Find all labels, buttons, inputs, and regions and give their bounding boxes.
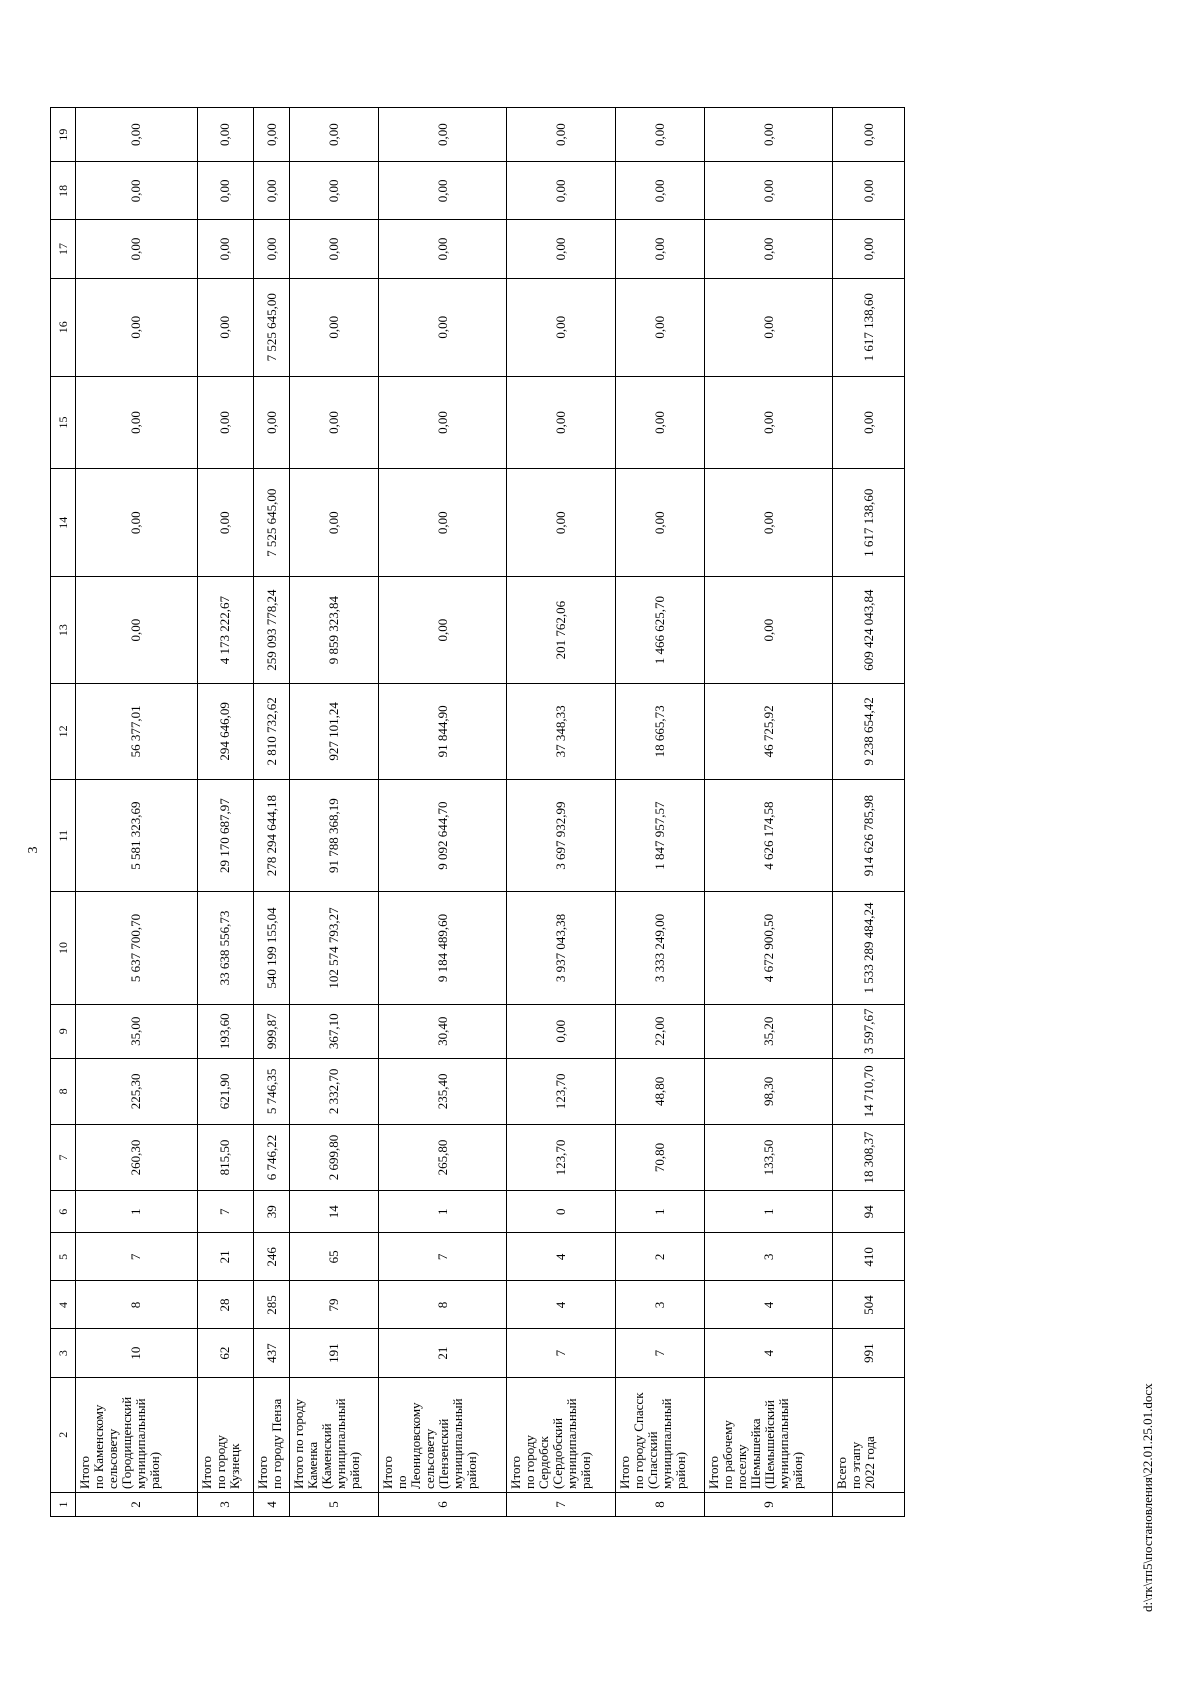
table-cell: 10 [75, 1329, 197, 1377]
table-cell: 9 859 323,84 [290, 577, 379, 683]
table-cell: 0,00 [290, 469, 379, 577]
table-cell: 0,00 [197, 278, 253, 376]
table-cell: 8 [75, 1281, 197, 1329]
table-cell: 123,70 [507, 1124, 616, 1190]
table-cell: 0,00 [290, 376, 379, 468]
table-cell: 133,50 [705, 1124, 833, 1190]
table-cell: 0,00 [379, 577, 507, 683]
column-number: 16 [51, 278, 76, 376]
row-number: 3 [197, 1492, 253, 1516]
table-cell: 0,00 [615, 220, 704, 278]
page-number: 3 [26, 846, 41, 854]
table-cell: 33 638 556,73 [197, 892, 253, 1004]
table-cell: 4 672 900,50 [705, 892, 833, 1004]
column-number: 11 [51, 780, 76, 892]
table-cell: 4 626 174,58 [705, 780, 833, 892]
table-cell: 98,30 [705, 1058, 833, 1124]
column-number: 10 [51, 892, 76, 1004]
column-number: 9 [51, 1004, 76, 1058]
row-number: 8 [615, 1492, 704, 1516]
table-cell: 91 844,90 [379, 683, 507, 779]
table-cell: 1 466 625,70 [615, 577, 704, 683]
table-cell: 0,00 [75, 220, 197, 278]
table-cell: 9 092 644,70 [379, 780, 507, 892]
table-cell: 0,00 [379, 469, 507, 577]
table-cell: 4 [705, 1281, 833, 1329]
column-number: 2 [51, 1377, 76, 1492]
table-cell: 1 847 957,57 [615, 780, 704, 892]
column-number: 15 [51, 376, 76, 468]
table-cell: 1 617 138,60 [833, 469, 905, 577]
table-cell: 35,00 [75, 1004, 197, 1058]
table-cell: 0,00 [75, 469, 197, 577]
row-number: 6 [379, 1492, 507, 1516]
table-cell: 7 [615, 1329, 704, 1377]
table-cell: 0,00 [705, 278, 833, 376]
table-cell: 0,00 [705, 108, 833, 162]
table-cell: 0,00 [75, 162, 197, 220]
table-cell: 2 [615, 1233, 704, 1281]
table-cell: 5 581 323,69 [75, 780, 197, 892]
table-row [507, 108, 616, 1517]
table-cell: 0,00 [833, 108, 905, 162]
table-cell: 0,00 [379, 162, 507, 220]
row-name: Итого по городу Кузнецк [197, 1377, 253, 1492]
table-cell: 914 626 785,98 [833, 780, 905, 892]
column-number: 19 [51, 108, 76, 162]
table-cell: 0,00 [615, 162, 704, 220]
row-name: Итого по Леонидовскому сельсовету (Пензенский муниципальный район) [379, 1377, 507, 1492]
row-name: Итого по городу Сердобск (Сердобский муниципальный район) [507, 1377, 616, 1492]
table-cell: 56 377,01 [75, 683, 197, 779]
table-cell: 260,30 [75, 1124, 197, 1190]
table-row [379, 108, 507, 1517]
column-number: 13 [51, 577, 76, 683]
table-cell: 0,00 [197, 220, 253, 278]
table-row [75, 108, 197, 1517]
table-cell: 0,00 [507, 376, 616, 468]
table-cell: 294 646,09 [197, 683, 253, 779]
table-cell: 0,00 [197, 469, 253, 577]
table-row [615, 108, 704, 1517]
table-cell: 29 170 687,97 [197, 780, 253, 892]
table-cell: 246 [254, 1233, 290, 1281]
table-cell: 7 525 645,00 [254, 469, 290, 577]
table-cell: 70,80 [615, 1124, 704, 1190]
table-cell: 1 [75, 1191, 197, 1233]
table-cell: 0,00 [290, 108, 379, 162]
column-number: 3 [51, 1329, 76, 1377]
table-cell: 4 [507, 1281, 616, 1329]
table-cell: 201 762,06 [507, 577, 616, 683]
table-cell: 0,00 [75, 577, 197, 683]
column-number: 5 [51, 1233, 76, 1281]
table-cell: 3 597,67 [833, 1004, 905, 1058]
table-cell: 367,10 [290, 1004, 379, 1058]
table-cell: 7 [75, 1233, 197, 1281]
table-cell: 285 [254, 1281, 290, 1329]
table-cell: 0,00 [290, 220, 379, 278]
table-row [254, 108, 290, 1517]
table-cell: 14 710,70 [833, 1058, 905, 1124]
table-cell: 0,00 [75, 108, 197, 162]
table-cell: 191 [290, 1329, 379, 1377]
table-cell: 0,00 [379, 108, 507, 162]
table-cell: 21 [197, 1233, 253, 1281]
table-cell: 225,30 [75, 1058, 197, 1124]
table-cell: 0,00 [705, 162, 833, 220]
column-number: 18 [51, 162, 76, 220]
table-cell: 0,00 [705, 469, 833, 577]
table-cell: 18 665,73 [615, 683, 704, 779]
table-cell: 7 [379, 1233, 507, 1281]
table-cell: 3 [705, 1233, 833, 1281]
footer-file-path: d:\тк\тп5\постановления\22.01.25.01.docx [1140, 1383, 1155, 1612]
table-row [197, 108, 253, 1517]
table-cell: 265,80 [379, 1124, 507, 1190]
table-cell: 0,00 [833, 376, 905, 468]
table-cell: 609 424 043,84 [833, 577, 905, 683]
table-cell: 815,50 [197, 1124, 253, 1190]
table-cell: 14 [290, 1191, 379, 1233]
row-name: Итого по рабочему поселку Шемышейка (Шемышейский муниципальный район) [705, 1377, 833, 1492]
table-cell: 0,00 [75, 278, 197, 376]
table-cell: 9 184 489,60 [379, 892, 507, 1004]
table-cell: 7 525 645,00 [254, 278, 290, 376]
table-cell: 991 [833, 1329, 905, 1377]
table-row [705, 108, 833, 1517]
table-cell: 7 [507, 1329, 616, 1377]
column-number: 4 [51, 1281, 76, 1329]
row-number [833, 1492, 905, 1516]
table-cell: 0,00 [290, 162, 379, 220]
column-number: 6 [51, 1191, 76, 1233]
table-cell: 927 101,24 [290, 683, 379, 779]
table-cell: 0,00 [705, 577, 833, 683]
table-cell: 18 308,37 [833, 1124, 905, 1190]
row-name: Итого по городу Спасск (Спасский муниципальный район) [615, 1377, 704, 1492]
column-number: 1 [51, 1492, 76, 1516]
table-cell: 437 [254, 1329, 290, 1377]
data-table [50, 107, 905, 1517]
table-cell: 1 533 289 484,24 [833, 892, 905, 1004]
table-cell: 0,00 [507, 220, 616, 278]
table-cell: 4 [507, 1233, 616, 1281]
table-cell: 35,20 [705, 1004, 833, 1058]
table-cell: 79 [290, 1281, 379, 1329]
table-cell: 8 [379, 1281, 507, 1329]
table-cell: 4 173 222,67 [197, 577, 253, 683]
table-cell: 0,00 [615, 376, 704, 468]
table-cell: 0,00 [379, 220, 507, 278]
row-number: 4 [254, 1492, 290, 1516]
table-cell: 235,40 [379, 1058, 507, 1124]
table-cell: 1 617 138,60 [833, 278, 905, 376]
table-cell: 48,80 [615, 1058, 704, 1124]
table-cell: 0,00 [705, 376, 833, 468]
table-cell: 28 [197, 1281, 253, 1329]
table-cell: 0,00 [75, 376, 197, 468]
table-cell: 504 [833, 1281, 905, 1329]
table-body [51, 108, 905, 1517]
column-number: 8 [51, 1058, 76, 1124]
row-number: 9 [705, 1492, 833, 1516]
table-cell: 39 [254, 1191, 290, 1233]
table-cell: 0,00 [507, 162, 616, 220]
row-name: Всего по этапу 2022 года [833, 1377, 905, 1492]
table-cell: 2 810 732,62 [254, 683, 290, 779]
table-cell: 0,00 [254, 220, 290, 278]
table-cell: 94 [833, 1191, 905, 1233]
table-cell: 1 [379, 1191, 507, 1233]
table-cell: 0,00 [507, 469, 616, 577]
table-cell: 22,00 [615, 1004, 704, 1058]
table-cell: 193,60 [197, 1004, 253, 1058]
table-cell: 3 937 043,38 [507, 892, 616, 1004]
row-number: 2 [75, 1492, 197, 1516]
table-cell: 91 788 368,19 [290, 780, 379, 892]
table-cell: 4 [705, 1329, 833, 1377]
table-cell: 5 746,35 [254, 1058, 290, 1124]
table-cell: 2 332,70 [290, 1058, 379, 1124]
table-cell: 1 [705, 1191, 833, 1233]
table-cell: 999,87 [254, 1004, 290, 1058]
table-cell: 0,00 [615, 278, 704, 376]
table-cell: 0,00 [379, 278, 507, 376]
column-number: 7 [51, 1124, 76, 1190]
table-cell: 65 [290, 1233, 379, 1281]
table-row [290, 108, 379, 1517]
table-cell: 0,00 [615, 108, 704, 162]
table-cell: 5 637 700,70 [75, 892, 197, 1004]
table-row [833, 108, 905, 1517]
table-cell: 0 [507, 1191, 616, 1233]
table-cell: 410 [833, 1233, 905, 1281]
table-cell: 2 699,80 [290, 1124, 379, 1190]
table-cell: 3 697 932,99 [507, 780, 616, 892]
row-number: 5 [290, 1492, 379, 1516]
table-cell: 0,00 [197, 162, 253, 220]
table-cell: 0,00 [254, 108, 290, 162]
table-cell: 0,00 [507, 1004, 616, 1058]
row-name: Итого по городу Каменка (Каменский муниципальный район) [290, 1377, 379, 1492]
row-number: 7 [507, 1492, 616, 1516]
table-cell: 0,00 [833, 162, 905, 220]
table-cell: 0,00 [254, 376, 290, 468]
table-cell: 259 093 778,24 [254, 577, 290, 683]
table-cell: 123,70 [507, 1058, 616, 1124]
table-cell: 3 333 249,00 [615, 892, 704, 1004]
row-name: Итого по Каменскому сельсовету (Городищенский муниципальный район) [75, 1377, 197, 1492]
table-cell: 0,00 [197, 376, 253, 468]
column-number: 14 [51, 469, 76, 577]
table-cell: 540 199 155,04 [254, 892, 290, 1004]
table-cell: 0,00 [254, 162, 290, 220]
table-cell: 0,00 [615, 469, 704, 577]
row-name: Итого по городу Пенза [254, 1377, 290, 1492]
table-cell: 3 [615, 1281, 704, 1329]
column-number-row [51, 108, 76, 1517]
table-cell: 30,40 [379, 1004, 507, 1058]
column-number: 12 [51, 683, 76, 779]
table-cell: 621,90 [197, 1058, 253, 1124]
table-cell: 0,00 [705, 220, 833, 278]
table-cell: 9 238 654,42 [833, 683, 905, 779]
table-cell: 7 [197, 1191, 253, 1233]
table-cell: 0,00 [379, 376, 507, 468]
table-cell: 46 725,92 [705, 683, 833, 779]
table-cell: 0,00 [507, 108, 616, 162]
table-cell: 21 [379, 1329, 507, 1377]
table-cell: 6 746,22 [254, 1124, 290, 1190]
table-cell: 37 348,33 [507, 683, 616, 779]
table-cell: 62 [197, 1329, 253, 1377]
table-cell: 0,00 [197, 108, 253, 162]
table-cell: 0,00 [290, 278, 379, 376]
column-number: 17 [51, 220, 76, 278]
table-cell: 102 574 793,27 [290, 892, 379, 1004]
table-cell: 0,00 [833, 220, 905, 278]
table-cell: 1 [615, 1191, 704, 1233]
table-cell: 0,00 [507, 278, 616, 376]
table-cell: 278 294 644,18 [254, 780, 290, 892]
